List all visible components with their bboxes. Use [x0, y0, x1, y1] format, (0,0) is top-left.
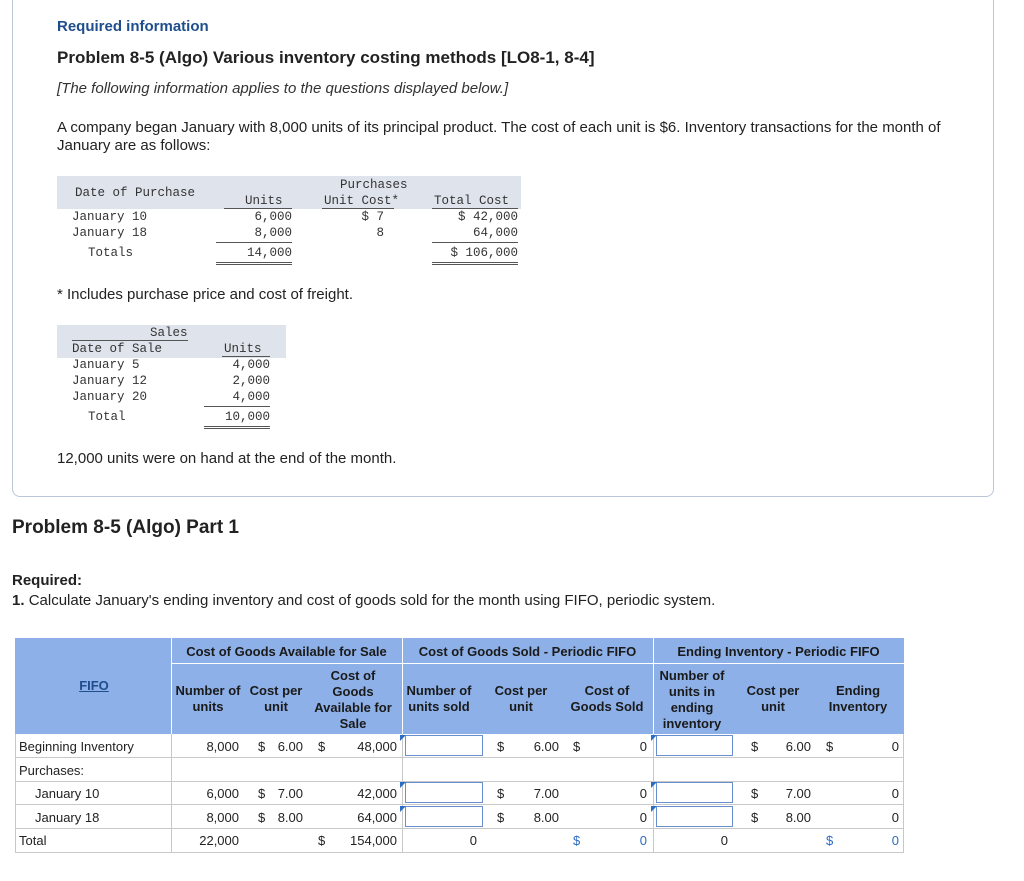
- required-label: Required:: [12, 572, 83, 589]
- currency-symbol: $: [751, 739, 759, 754]
- jan18-units-end-input[interactable]: [656, 806, 733, 827]
- purchase-row-unit-cost: 8: [376, 226, 384, 240]
- h-cogas: Cost of Goods Available for Sale: [314, 668, 392, 731]
- total-ending: 0: [891, 833, 899, 848]
- jan10-units-sold-input[interactable]: [405, 782, 483, 803]
- jan10-cost: 7.00: [277, 786, 303, 801]
- beg-cogs: 0: [639, 739, 647, 754]
- currency-symbol: $: [497, 786, 505, 801]
- required-information-heading: Required information: [57, 18, 209, 35]
- h-cost-per-unit: Cost per unit: [249, 683, 303, 714]
- purchases-label: Purchases:: [19, 763, 85, 778]
- sale-row-date: January 5: [72, 358, 140, 372]
- jan18-units-sold-input[interactable]: [405, 806, 483, 827]
- purchases-col-total-cost: Total Cost: [434, 194, 510, 208]
- jan18-units: 8,000: [206, 810, 239, 825]
- beg-units-end-input[interactable]: [656, 735, 733, 756]
- purchases-group-header: Purchases: [340, 178, 408, 192]
- group-cogs: Cost of Goods Sold - Periodic FIFO: [418, 644, 637, 659]
- purchases-totals-units: 14,000: [246, 246, 292, 260]
- purchase-row-unit-cost: $ 7: [361, 210, 384, 224]
- beg-end-cost: 6.00: [785, 739, 811, 754]
- currency-symbol: $: [497, 810, 505, 825]
- currency-symbol: $: [497, 739, 505, 754]
- purchases-totals-cost: $ 106,000: [450, 246, 518, 260]
- group-ending: Ending Inventory - Periodic FIFO: [677, 644, 880, 659]
- currency-symbol: $: [258, 786, 266, 801]
- jan18-ending: 0: [891, 810, 899, 825]
- applies-note: [The following information applies to the questions displayed below.]: [57, 80, 509, 97]
- sales-total-units: 10,000: [224, 410, 270, 424]
- currency-symbol: $: [751, 786, 759, 801]
- fifo-worksheet: [15, 638, 904, 853]
- total-cogs: 0: [639, 833, 647, 848]
- jan10-ending: 0: [891, 786, 899, 801]
- h-ending-inventory: Ending Inventory: [828, 683, 888, 714]
- jan10-end-cost: 7.00: [785, 786, 811, 801]
- purchase-row-date: January 18: [72, 226, 148, 240]
- row-label-beginning-inventory: Beginning Inventory: [19, 739, 134, 754]
- jan10-sold-cost: 7.00: [533, 786, 559, 801]
- currency-symbol: $: [318, 739, 326, 754]
- group-cogas: Cost of Goods Available for Sale: [186, 644, 387, 659]
- currency-symbol: $: [573, 739, 581, 754]
- row-label-jan-10: January 10: [35, 786, 100, 801]
- beg-sold-cost: 6.00: [533, 739, 559, 754]
- jan18-end-cost: 8.00: [785, 810, 811, 825]
- row-label-jan-18: January 18: [35, 810, 100, 825]
- sale-row-date: January 12: [72, 374, 148, 388]
- row-label-total: Total: [19, 833, 47, 848]
- required-text: 1. Calculate January's ending inventory and cost of goods sold for the month using FIFO, periodic system.: [12, 592, 716, 609]
- problem-intro: A company began January with 8,000 units of its principal product. The cost of each unit is $6. Inventory transactions for the month of January are as follows:: [57, 119, 941, 154]
- currency-symbol: $: [258, 810, 266, 825]
- currency-symbol: $: [826, 833, 834, 848]
- jan10-cogs: 0: [639, 786, 647, 801]
- sale-row-units: 4,000: [232, 390, 270, 404]
- on-hand-note: 12,000 units were on hand at the end of the month.: [57, 450, 397, 467]
- purchases-col-units: Units: [245, 194, 283, 208]
- beg-units: 8,000: [206, 739, 239, 754]
- h-cogs-cost-per-unit: Cost per unit: [494, 683, 548, 714]
- total-units-end: 0: [720, 833, 728, 848]
- currency-symbol: $: [318, 833, 326, 848]
- sales-total-label: Total: [88, 410, 126, 424]
- jan18-sold-cost: 8.00: [533, 810, 559, 825]
- purchases-col-date: Date of Purchase: [75, 186, 196, 200]
- sale-row-units: 2,000: [232, 374, 270, 388]
- sales-col-date: Date of Sale: [72, 342, 163, 356]
- h-units-sold: Number of units sold: [406, 683, 472, 714]
- sales-col-units: Units: [224, 342, 262, 356]
- beg-units-sold-input[interactable]: [405, 735, 483, 756]
- h-end-cost-per-unit: Cost per unit: [746, 683, 800, 714]
- total-units-sold: 0: [469, 833, 477, 848]
- h-number-units: Number of units: [175, 683, 241, 714]
- jan18-cost: 8.00: [277, 810, 303, 825]
- purchase-row-date: January 10: [72, 210, 148, 224]
- beg-cost: 6.00: [277, 739, 303, 754]
- jan10-cogas: 42,000: [357, 786, 397, 801]
- currency-symbol: $: [573, 833, 581, 848]
- purchase-row-total-cost: $ 42,000: [457, 210, 518, 224]
- purchase-row-total-cost: 64,000: [472, 226, 518, 240]
- sale-row-units: 4,000: [232, 358, 270, 372]
- h-cogs: Cost of Goods Sold: [570, 683, 644, 714]
- h-units-ending: Number of units in ending inventory: [659, 668, 725, 731]
- jan18-cogas: 64,000: [357, 810, 397, 825]
- total-cogas: 154,000: [350, 833, 397, 848]
- jan18-cogs: 0: [639, 810, 647, 825]
- beg-cogas: 48,000: [357, 739, 397, 754]
- purchases-totals-label: Totals: [88, 246, 134, 260]
- sale-row-date: January 20: [72, 390, 148, 404]
- currency-symbol: $: [258, 739, 266, 754]
- jan10-units-end-input[interactable]: [656, 782, 733, 803]
- currency-symbol: $: [826, 739, 834, 754]
- fifo-link[interactable]: FIFO: [79, 678, 109, 693]
- total-units: 22,000: [199, 833, 239, 848]
- beg-ending: 0: [891, 739, 899, 754]
- currency-symbol: $: [751, 810, 759, 825]
- sales-group-header: Sales: [150, 326, 188, 340]
- jan10-units: 6,000: [206, 786, 239, 801]
- problem-title: Problem 8-5 (Algo) Various inventory costing methods [LO8-1, 8-4]: [57, 48, 595, 67]
- purchase-row-units: 6,000: [254, 210, 292, 224]
- cost-footnote: * Includes purchase price and cost of freight.: [57, 286, 354, 303]
- part-title: Problem 8-5 (Algo) Part 1: [12, 517, 239, 538]
- purchases-col-unit-cost: Unit Cost*: [324, 194, 400, 208]
- purchase-row-units: 8,000: [254, 226, 292, 240]
